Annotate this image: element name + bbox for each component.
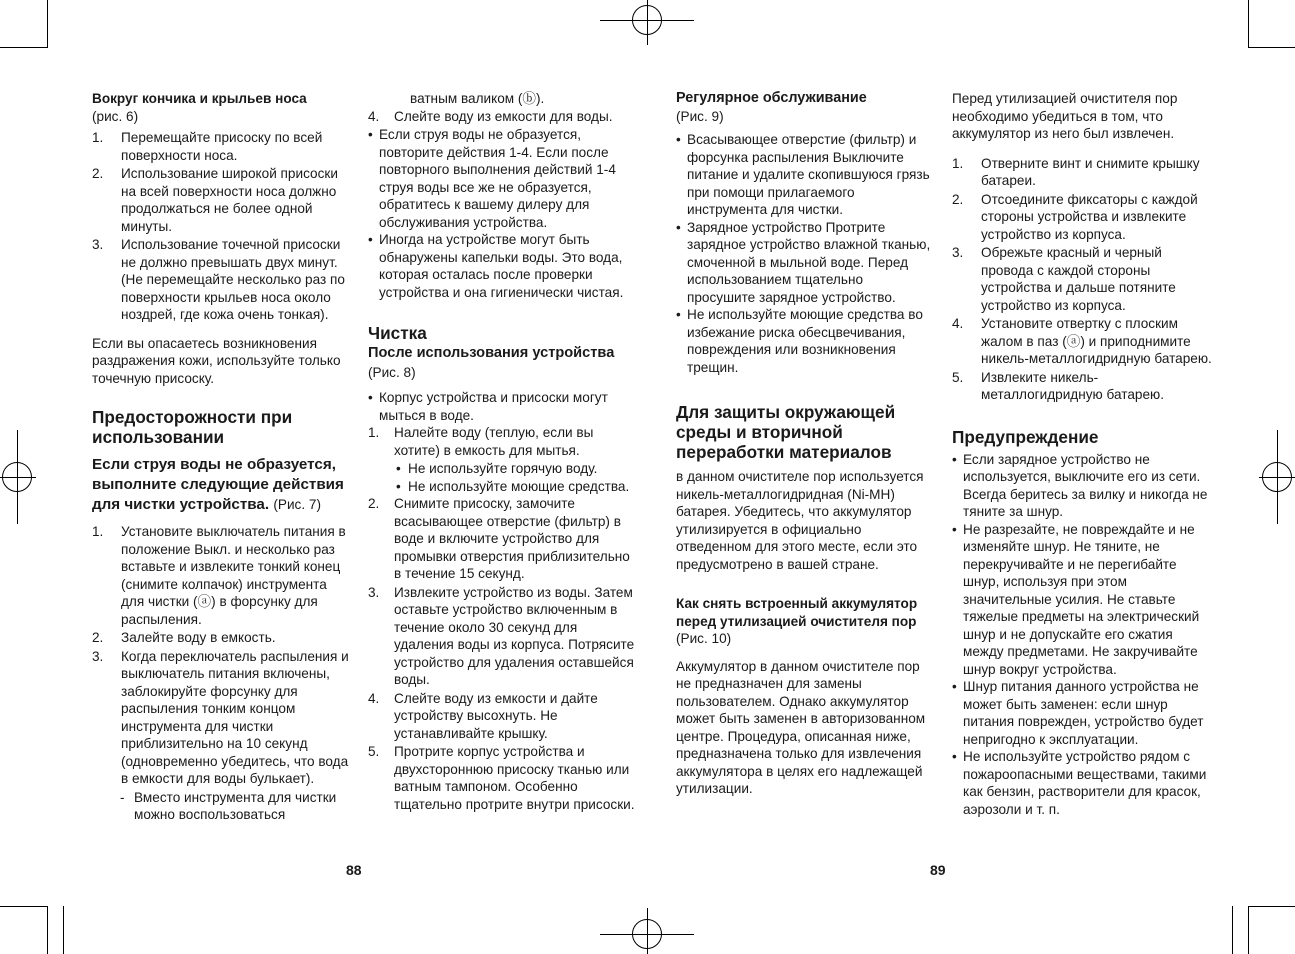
- list-item: 1. Налейте воду (теплую, если вы хотите) в емкость для мытья.: [368, 425, 594, 458]
- list-item: 4. Установите отвертку с плоским жалом в паз (ⓐ) и приподнимите никель-металлогидридную батарею.: [952, 316, 1212, 366]
- list-item: 2. Снимите присоску, замочите всасывающее отверстие (фильтр) в воде и включите устройство для промывки отверстия приблизительно в течение 15 секунд.: [368, 496, 630, 581]
- sub-bullet: • Не используйте горячую воду.: [396, 461, 598, 476]
- list-item: 3. Когда переключатель распыления и выключатель питания включены, заблокируйте форсунку для распыления тонким концом инструмента для чистки приблизительно на 10 секунд (одновременно убедитесь, что вода в емкости для воды булькает).: [92, 648, 349, 786]
- nose-heading: Вокруг кончика и крыльев носа: [92, 91, 307, 106]
- list-item: 1. Установите выключатель питания в положение Выкл. и несколько раз вставьте и извлеките тонкий конец (снимите колпачок) инструмента для чистки (ⓐ) в форсунку для распыления.: [92, 524, 346, 627]
- nospray-heading: Если струя воды не образуется, выполните следующие действия для чистки устройства. (Рис. 7): [92, 456, 344, 513]
- bullet-item: • Корпус устройства и присоски могут мыться в воде.: [368, 390, 608, 423]
- maintenance-figure-ref: (Рис. 9): [676, 108, 724, 124]
- list-item: 1. Отверните винт и снимите крышку батареи.: [952, 155, 1200, 188]
- remove-battery-text: Аккумулятор в данном очистителе пор не предназначен для замены пользователем. Однако аккумулятор может быть заменен в авторизованном центре. Процедура, описанная ниже, предназначена только для извлечения аккумулятора в целях его надлежащей утилизации.: [676, 658, 926, 796]
- list-item: 3. Извлеките устройство из воды. Затем оставьте устройство включенным в течение около 30 секунд для удаления воды из корпуса. Потрясите устройство для удаления оставшейся воды.: [368, 584, 635, 687]
- page-number-right: 89: [930, 862, 946, 878]
- sub-bullet: • Не используйте моющие средства.: [396, 478, 630, 494]
- after-use-heading: После использования устройства (Рис. 8): [368, 345, 615, 380]
- warning-heading: Предупреждение: [952, 426, 1099, 447]
- bullet-item: • Если зарядное устройство не используется, выключите его из сети. Всегда беритесь за вилку и никогда не тяните за шнур.: [952, 451, 1208, 519]
- bullet-item: • Иногда на устройстве могут быть обнаружены капельки воды. Это вода, которая осталась после проверки устройства и она гигиенически чистая.: [368, 232, 624, 300]
- list-item: 5. Протрите корпус устройства и двухстороннюю присоску тканью или ватным тампоном. Особенно тщательно протрите внутри присоски.: [368, 744, 635, 812]
- list-item: 2. Отсоедините фиксаторы с каждой стороны устройства и извлеките устройство из корпуса.: [952, 191, 1198, 242]
- page-number-left: 88: [346, 862, 362, 878]
- environment-heading: Для защиты окружающей среды и вторичной переработки материалов: [676, 402, 896, 462]
- environment-text: в данном очистителе пор используется никель-металлогидридная (Ni-MH) батарея. Убедитесь, что аккумулятор утилизируется в официально отведенном для этого месте, если это предусмотрено в вашей стране.: [676, 469, 924, 572]
- bullet-item: • Если струя воды не образуется, повторите действия 1-4. Если после повторного выполнения действий 1-4 струя воды все же не образуется, обратитесь к вашему дилеру для обслуживания устройства.: [368, 127, 616, 230]
- maintenance-heading: Регулярное обслуживание: [676, 90, 867, 106]
- nospray-list: [92, 523, 350, 788]
- list-item: 2. Залейте воду в емкость.: [92, 630, 276, 645]
- list-item: 4. Слейте воду из емкости и дайте устройству высохнуть. Не устанавливайте крышку.: [368, 690, 598, 741]
- bullet-item: • Зарядное устройство Протрите зарядное устройство влажной тканью, смоченной в мыльной воде. Перед использованием тщательно просушите зарядное устройство.: [676, 219, 931, 305]
- list-item: 5. Извлеките никель-металлогидридную батарею.: [952, 369, 1164, 402]
- nose-figure-ref: (рис. 6): [92, 108, 139, 124]
- bullet-item: • Не используйте устройство рядом с пожароопасными веществами, такими как бензин, растворители для красок, аэрозоли и т. п.: [952, 749, 1207, 817]
- bullet-item: • Не разрезайте, не повреждайте и не изменяйте шнур. Не тяните, не перекручивайте и не перегибайте шнур, используя при этом значительные усилия. Не ставьте тяжелые предметы на электрический шнур и не допускайте его сжатия между предметами. Не закручивайте шнур вокруг устройства.: [952, 521, 1200, 677]
- nose-list: [92, 129, 350, 324]
- list-item: 1. Перемещайте присоску по всей поверхности носа.: [92, 130, 323, 163]
- bullet-item: • Всасывающее отверстие (фильтр) и форсунка распыления Выключите питание и удалите скопившуюся грязь при помощи прилагаемого инструмента для чистки.: [676, 132, 930, 217]
- list-item: 3. Использование точечной присоски не должно превышать двух минут. (Не перемещайте несколько раз по поверхности крыльев носа около ноздрей, где кожа очень тонкая).: [92, 237, 345, 322]
- column-3: [676, 90, 934, 798]
- column-2: [368, 90, 636, 814]
- list-item: 2. Использование широкой присоски на всей поверхности носа должно продолжаться не более одной минуты.: [92, 166, 338, 234]
- disposal-intro: Перед утилизацией очистителя пор необходимо убедиться в том, что аккумулятор из него был извлечен.: [952, 91, 1178, 141]
- cleaning-heading: Чистка: [368, 323, 427, 343]
- list-item: 3. Обрежьте красный и черный провода с каждой стороны устройства и дальше потяните устройство из корпуса.: [952, 245, 1176, 313]
- precautions-heading: Предосторожности при использовании: [92, 407, 293, 447]
- irritation-note: Если вы опасаетесь возникновения раздражения кожи, используйте только точечную присоску.: [92, 335, 341, 386]
- column-1: [92, 90, 350, 824]
- column-4: [952, 90, 1216, 818]
- bullet-item: • Шнур питания данного устройства не может быть заменен: если шнур питания поврежден, устройство будет непригодно к эксплуатации.: [952, 679, 1204, 747]
- dash-item: - Вместо инструмента для чистки можно воспользоваться: [120, 789, 337, 822]
- bullet-item: • Не используйте моющие средства во избежание риска обесцвечивания, повреждения или возникновения трещин.: [676, 307, 923, 375]
- list-item: 4. Слейте воду из емкости для воды.: [368, 108, 613, 124]
- remove-battery-heading: Как снять встроенный аккумулятор перед утилизацией очистителя пор (Рис. 10): [676, 596, 918, 646]
- continued-text: ватным валиком (ⓑ).: [410, 91, 545, 106]
